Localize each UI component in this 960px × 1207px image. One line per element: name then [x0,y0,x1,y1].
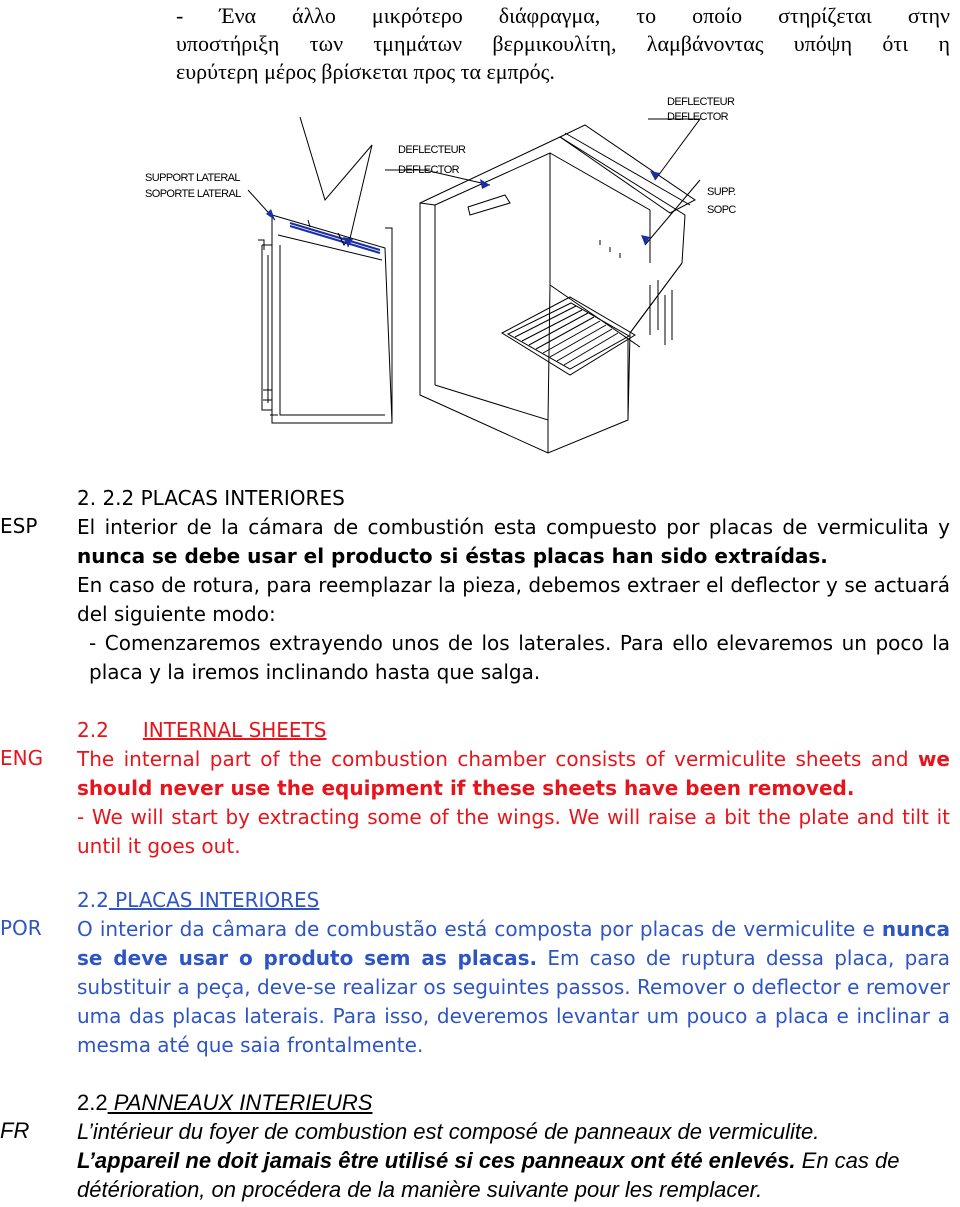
lang-label-eng: ENG [0,746,44,770]
lang-label-esp: ESP [0,514,38,538]
por-p1-emphasis: nunca se deve usar o produto sem as placas. [77,917,950,970]
por-title [77,886,950,915]
fr-section-number: 2.2 [77,1090,108,1115]
label-deflector-top-en: DEFLECTOR [667,111,729,123]
por-p1-text: O interior da câmara de combustão está composta por placas de vermiculite e [77,917,882,941]
fr-paragraph-1: L’intérieur du foyer de combustion est composé de panneaux de vermiculite. [77,1119,820,1144]
label-support-lateral-es: SOPORTE LATERAL [145,188,241,200]
label-support-right-1: SUPP. [707,186,736,198]
section-por [77,886,950,1060]
esp-paragraph-2: En caso de rotura, para reemplazar la pieza, debemos extraer el deflector y se actuará del siguiente modo: [77,573,950,626]
eng-paragraph-1 [77,745,950,803]
por-paragraph-1 [77,915,950,1060]
greek-paragraph [176,2,950,86]
por-section-number: 2.2 [77,888,109,912]
label-deflector-mid-en: DEFLECTOR [398,164,460,176]
eng-section-title: INTERNAL SHEETS [142,718,327,742]
section-esp [77,484,950,687]
fr-title [77,1088,950,1117]
eng-p1-emphasis: we should never use the equipment if these sheets have been removed. [77,747,950,800]
fr-section-title: PANNEAUX INTERIEURS [107,1090,373,1115]
eng-section-number: 2.2 [77,718,109,742]
por-section-title: PLACAS INTERIORES [108,888,320,912]
eng-p1-text: The internal part of the combustion chamber consists of vermiculite sheets and [77,747,918,771]
fr-paragraph-2 [77,1146,950,1204]
greek-line-2: υποστήριξη των τμημάτων βερμικουλίτη, λαμβάνοντας υπόψη ότι η [176,31,950,56]
esp-title: 2. 2.2 PLACAS INTERIORES [77,486,345,510]
eng-title [77,716,950,745]
esp-p1-text: El interior de la cámara de combustión esta compuesto por placas de vermiculita y [77,515,950,539]
greek-line-1: - Ένα άλλο μικρότερο διάφραγμα, το οποίο στηρίζεται στην [176,3,950,28]
esp-paragraph-3: - Comenzaremos extrayendo unos de los laterales. Para ello elevaremos un poco la placa y la iremos inclinando hasta que salga. [89,631,950,684]
stove-side-view [258,215,392,423]
por-p1-continuation: Em caso de ruptura dessa placa, para substituir a peça, deve-se realizar os seguintes passos. Remover o deflector e remover uma das placas laterais. Para isso, deveremos levantar um pouco a placa e inclinar a mesma até que saia frontalmente. [77,946,950,1057]
label-deflector-top-fr: DEFLECTEUR [667,96,735,108]
stove-diagram [130,85,850,460]
esp-p1-emphasis: nunca se debe usar el producto si éstas placas han sido extraídas. [77,544,828,568]
eng-paragraph-2: - We will start by extracting some of the wings. We will raise a bit the plate and tilt it until it goes out. [77,805,950,858]
label-deflector-mid-fr: DEFLECTEUR [398,144,466,156]
section-fr [77,1088,950,1204]
lang-label-fr: FR [0,1118,30,1143]
esp-paragraph-1 [77,513,950,571]
greek-line-3: ευρύτερη μέρος βρίσκεται προς τα εμπρός. [176,59,555,84]
section-eng [77,716,950,861]
label-support-lateral-fr: SUPPORT LATERAL [145,172,240,184]
fr-p2-text: En cas de détérioration, on procédera de la manière suivante pour les remplacer. [77,1148,900,1202]
label-support-right-2: SOPC [707,204,736,216]
lang-label-por: POR [0,916,42,940]
fr-p2-emphasis: L’appareil ne doit jamais être utilisé si ces panneaux ont été enlevés. [77,1148,796,1173]
